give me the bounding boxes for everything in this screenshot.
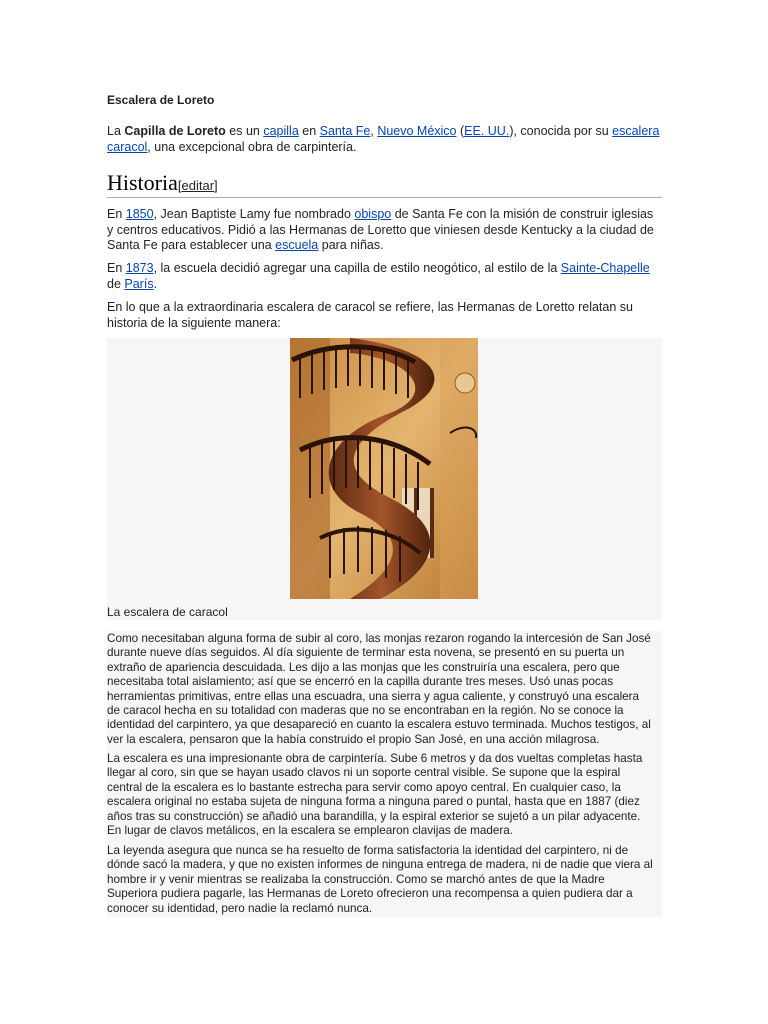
paragraph-1850 (107, 207, 662, 254)
link-paris[interactable]: París (124, 276, 154, 291)
link-sainte-chapelle[interactable]: Sainte-Chapelle (560, 261, 650, 275)
text: de (107, 276, 125, 291)
text: , la escuela decidió agregar una capilla de estilo neogótico, al estilo de la (153, 261, 561, 275)
section-heading (107, 170, 662, 198)
spiral-staircase-illustration (290, 338, 478, 599)
text: En (107, 207, 126, 221)
text: La (107, 124, 125, 138)
text: , (370, 124, 378, 138)
text: ( (456, 124, 465, 138)
figure-caption: La escalera de caracol (107, 605, 228, 619)
intro-paragraph (107, 123, 662, 155)
figure (107, 338, 662, 620)
paragraph-intro-story: En lo que a la extraordinaria escalera de caracol se refiere, las Hermanas de Loretto relatan su historia de la siguiente manera: (107, 300, 633, 330)
story-quote-block (107, 631, 662, 917)
text: en (298, 124, 320, 138)
text: es un (225, 124, 264, 138)
heading-text: Historia (107, 170, 178, 195)
quote-paragraph: La escalera es una impresionante obra de carpintería. Sube 6 metros y da dos vueltas completas hasta llegar al coro, sin que se hayan usado clavos ni un soporte central visible. Se supone que la espiral central de la escalera es lo bastante estrecha para servir como apoyo central. En cualquier caso, la escalera original no estaba sujeta de ninguna forma a ninguna pared o puntal, hasta que en 1887 (diez años tras su construcción) se añadió una barandilla, y la espiral exterior se sujetó a un pilar adyacente. En lugar de clavos metálicos, en la escalera se emplearon clavijas de madera. (107, 752, 643, 838)
link-ee-uu[interactable]: EE. UU. (464, 124, 510, 138)
link-1850[interactable]: 1850 (125, 207, 154, 221)
text: , una excepcional obra de carpintería. (147, 140, 357, 154)
document-title: Escalera de Loreto (107, 93, 215, 107)
link-obispo[interactable]: obispo (354, 207, 392, 221)
edit-link[interactable]: editar (181, 178, 215, 193)
text: . (153, 276, 158, 291)
edit-bracket-open: [ (177, 178, 182, 193)
link-1873[interactable]: 1873 (125, 261, 154, 275)
link-escuela[interactable]: escuela (275, 238, 319, 252)
quote-paragraph: Como necesitaban alguna forma de subir al coro, las monjas rezaron rogando la intercesión de San José durante nueve días seguidos. Al día siguiente de terminar esta novena, se presentó en su puerta un extraño de apariencia descuidada. Les dijo a las monjas que les construiría una escalera, pero que necesitaba total aislamiento; así que se encerró en la capilla durante tres meses. Usó unas pocas herramientas primitivas, entre ellas una escuadra, una sierra y agua caliente, y construyó una escalera de caracol hecha en su totalidad con maderas que no se encontraban en la región. No se conoce la identidad del carpintero, ya que desapareció en cuanto la escalera estuvo terminada. Muchos testigos, al ver la escalera, pensaron que la había construido el propio San José, en una acción milagrosa. (107, 632, 651, 746)
text: En (107, 261, 126, 275)
link-capilla[interactable]: capilla (263, 124, 299, 138)
bold-term: Capilla de Loreto (124, 124, 226, 138)
link-escalera-caracol[interactable]: escalera caracol (107, 124, 660, 154)
text: ), conocida por su (509, 124, 613, 138)
text: para niñas. (318, 238, 384, 252)
quote-paragraph: La leyenda asegura que nunca se ha resuelto de forma satisfactoria la identidad del carpintero, ni de dónde sacó la madera, y que no existen informes de ninguna entrega de madera, ni de nadie que viera al hombre ir y venir mientras se realizaba la construcción. Como se marchó antes de que la Madre Superiora pudiera pagarle, las Hermanas de Loreto ofrecieron una recompensa a quien pudiera dar a conocer su identidad, pero nadie la reclamó nunca. (107, 844, 653, 915)
paragraph-1873 (107, 261, 662, 292)
text: de Santa Fe con la misión de construir iglesias y centros educativos. Pidió a las Hermanas de Loretto que viniesen desde Kentucky a la ciudad de Santa Fe para establecer una (107, 207, 654, 252)
link-nuevo-mexico[interactable]: Nuevo México (377, 124, 457, 138)
link-santa-fe[interactable]: Santa Fe (319, 124, 371, 138)
staircase-photo[interactable] (290, 338, 478, 599)
text: , Jean Baptiste Lamy fue nombrado (153, 207, 355, 221)
edit-bracket-close: ] (214, 178, 218, 193)
